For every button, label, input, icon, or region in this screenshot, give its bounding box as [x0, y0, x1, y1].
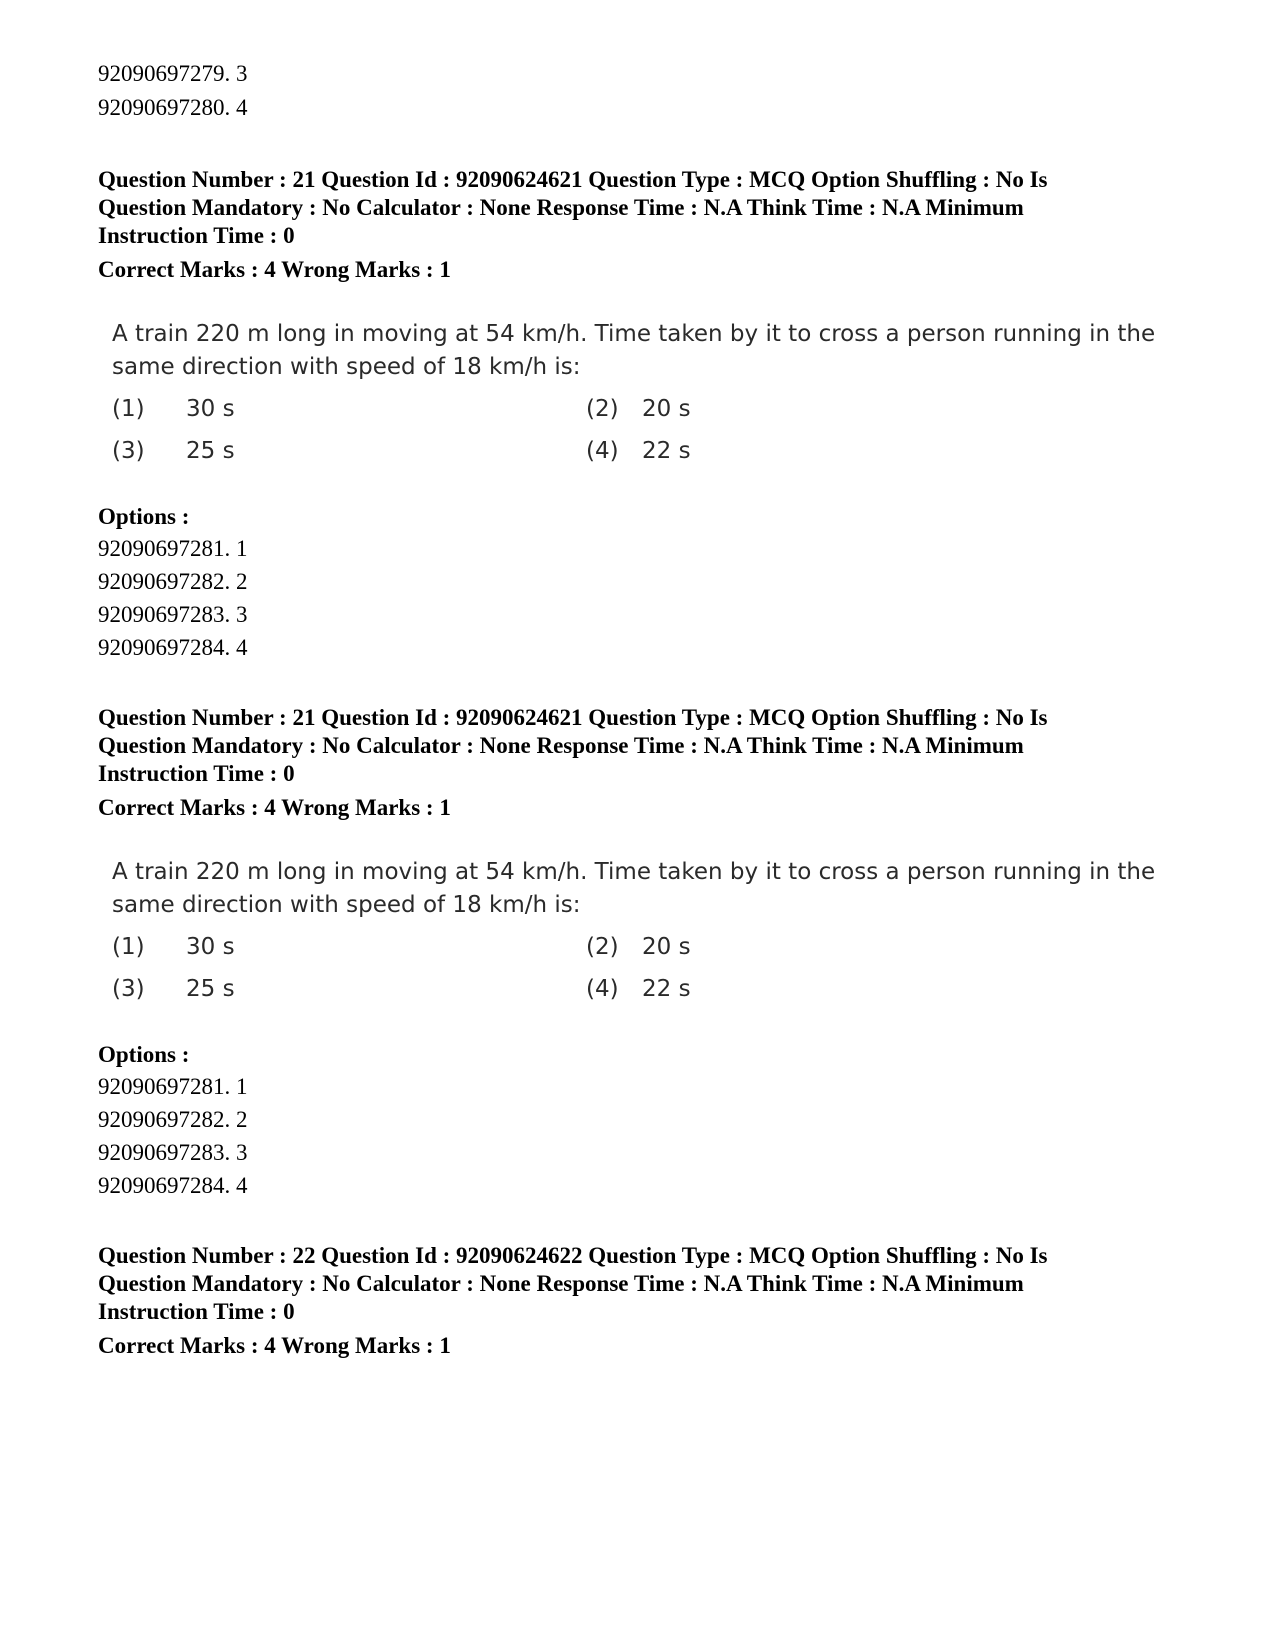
question-meta: [98, 1242, 1188, 1326]
question-meta: [98, 704, 1188, 788]
question-meta: [98, 166, 1188, 250]
option-line: 92090697283. 3: [98, 1140, 248, 1165]
option-line: 92090697284. 4: [98, 1173, 248, 1198]
options-label: Options :: [98, 504, 190, 529]
option-line: 92090697282. 2: [98, 569, 248, 594]
choice-2: (2) 20 s: [586, 934, 691, 960]
question-meta-line: Question Number : 21 Question Id : 92090624621 Question Type : MCQ Option Shuffling : No Is: [98, 167, 1048, 192]
question-image: [112, 318, 1156, 478]
option-line: 92090697280. 4: [98, 95, 248, 120]
question-image: [112, 856, 1156, 1016]
option-line: 92090697281. 1: [98, 536, 248, 561]
question-meta-line: Question Number : 22 Question Id : 92090624622 Question Type : MCQ Option Shuffling : No Is: [98, 1243, 1048, 1268]
question-meta-line: Instruction Time : 0: [98, 223, 295, 248]
question-meta-line: Question Number : 21 Question Id : 92090624621 Question Type : MCQ Option Shuffling : No Is: [98, 705, 1048, 730]
choice-3: (3) 25 s: [112, 438, 235, 464]
option-line: 92090697279. 3: [98, 61, 248, 86]
option-line: 92090697283. 3: [98, 602, 248, 627]
option-line: 92090697281. 1: [98, 1074, 248, 1099]
question-meta-line: Question Mandatory : No Calculator : None Response Time : N.A Think Time : N.A Minimum: [98, 733, 1024, 758]
question-text: [112, 856, 1155, 922]
question-meta-line: Question Mandatory : No Calculator : None Response Time : N.A Think Time : N.A Minimum: [98, 195, 1024, 220]
choice-3: (3) 25 s: [112, 976, 235, 1002]
choice-2: (2) 20 s: [586, 396, 691, 422]
choice-1: (1) 30 s: [112, 396, 235, 422]
options-label: Options :: [98, 1042, 190, 1067]
question-text-line: A train 220 m long in moving at 54 km/h. Time taken by it to cross a person running in the: [112, 859, 1156, 885]
question-text-line: same direction with speed of 18 km/h is:: [112, 892, 581, 918]
marks-line: Correct Marks : 4 Wrong Marks : 1: [98, 1333, 451, 1358]
option-line: 92090697284. 4: [98, 635, 248, 660]
choice-4: (4) 22 s: [586, 438, 691, 464]
question-meta-line: Instruction Time : 0: [98, 761, 295, 786]
question-text: [112, 318, 1155, 384]
question-meta-line: Instruction Time : 0: [98, 1299, 295, 1324]
marks-line: Correct Marks : 4 Wrong Marks : 1: [98, 795, 451, 820]
option-line: 92090697282. 2: [98, 1107, 248, 1132]
question-text-line: A train 220 m long in moving at 54 km/h. Time taken by it to cross a person running in the: [112, 321, 1156, 347]
question-meta-line: Question Mandatory : No Calculator : None Response Time : N.A Think Time : N.A Minimum: [98, 1271, 1024, 1296]
marks-line: Correct Marks : 4 Wrong Marks : 1: [98, 257, 451, 282]
question-text-line: same direction with speed of 18 km/h is:: [112, 354, 581, 380]
choice-4: (4) 22 s: [586, 976, 691, 1002]
choice-1: (1) 30 s: [112, 934, 235, 960]
